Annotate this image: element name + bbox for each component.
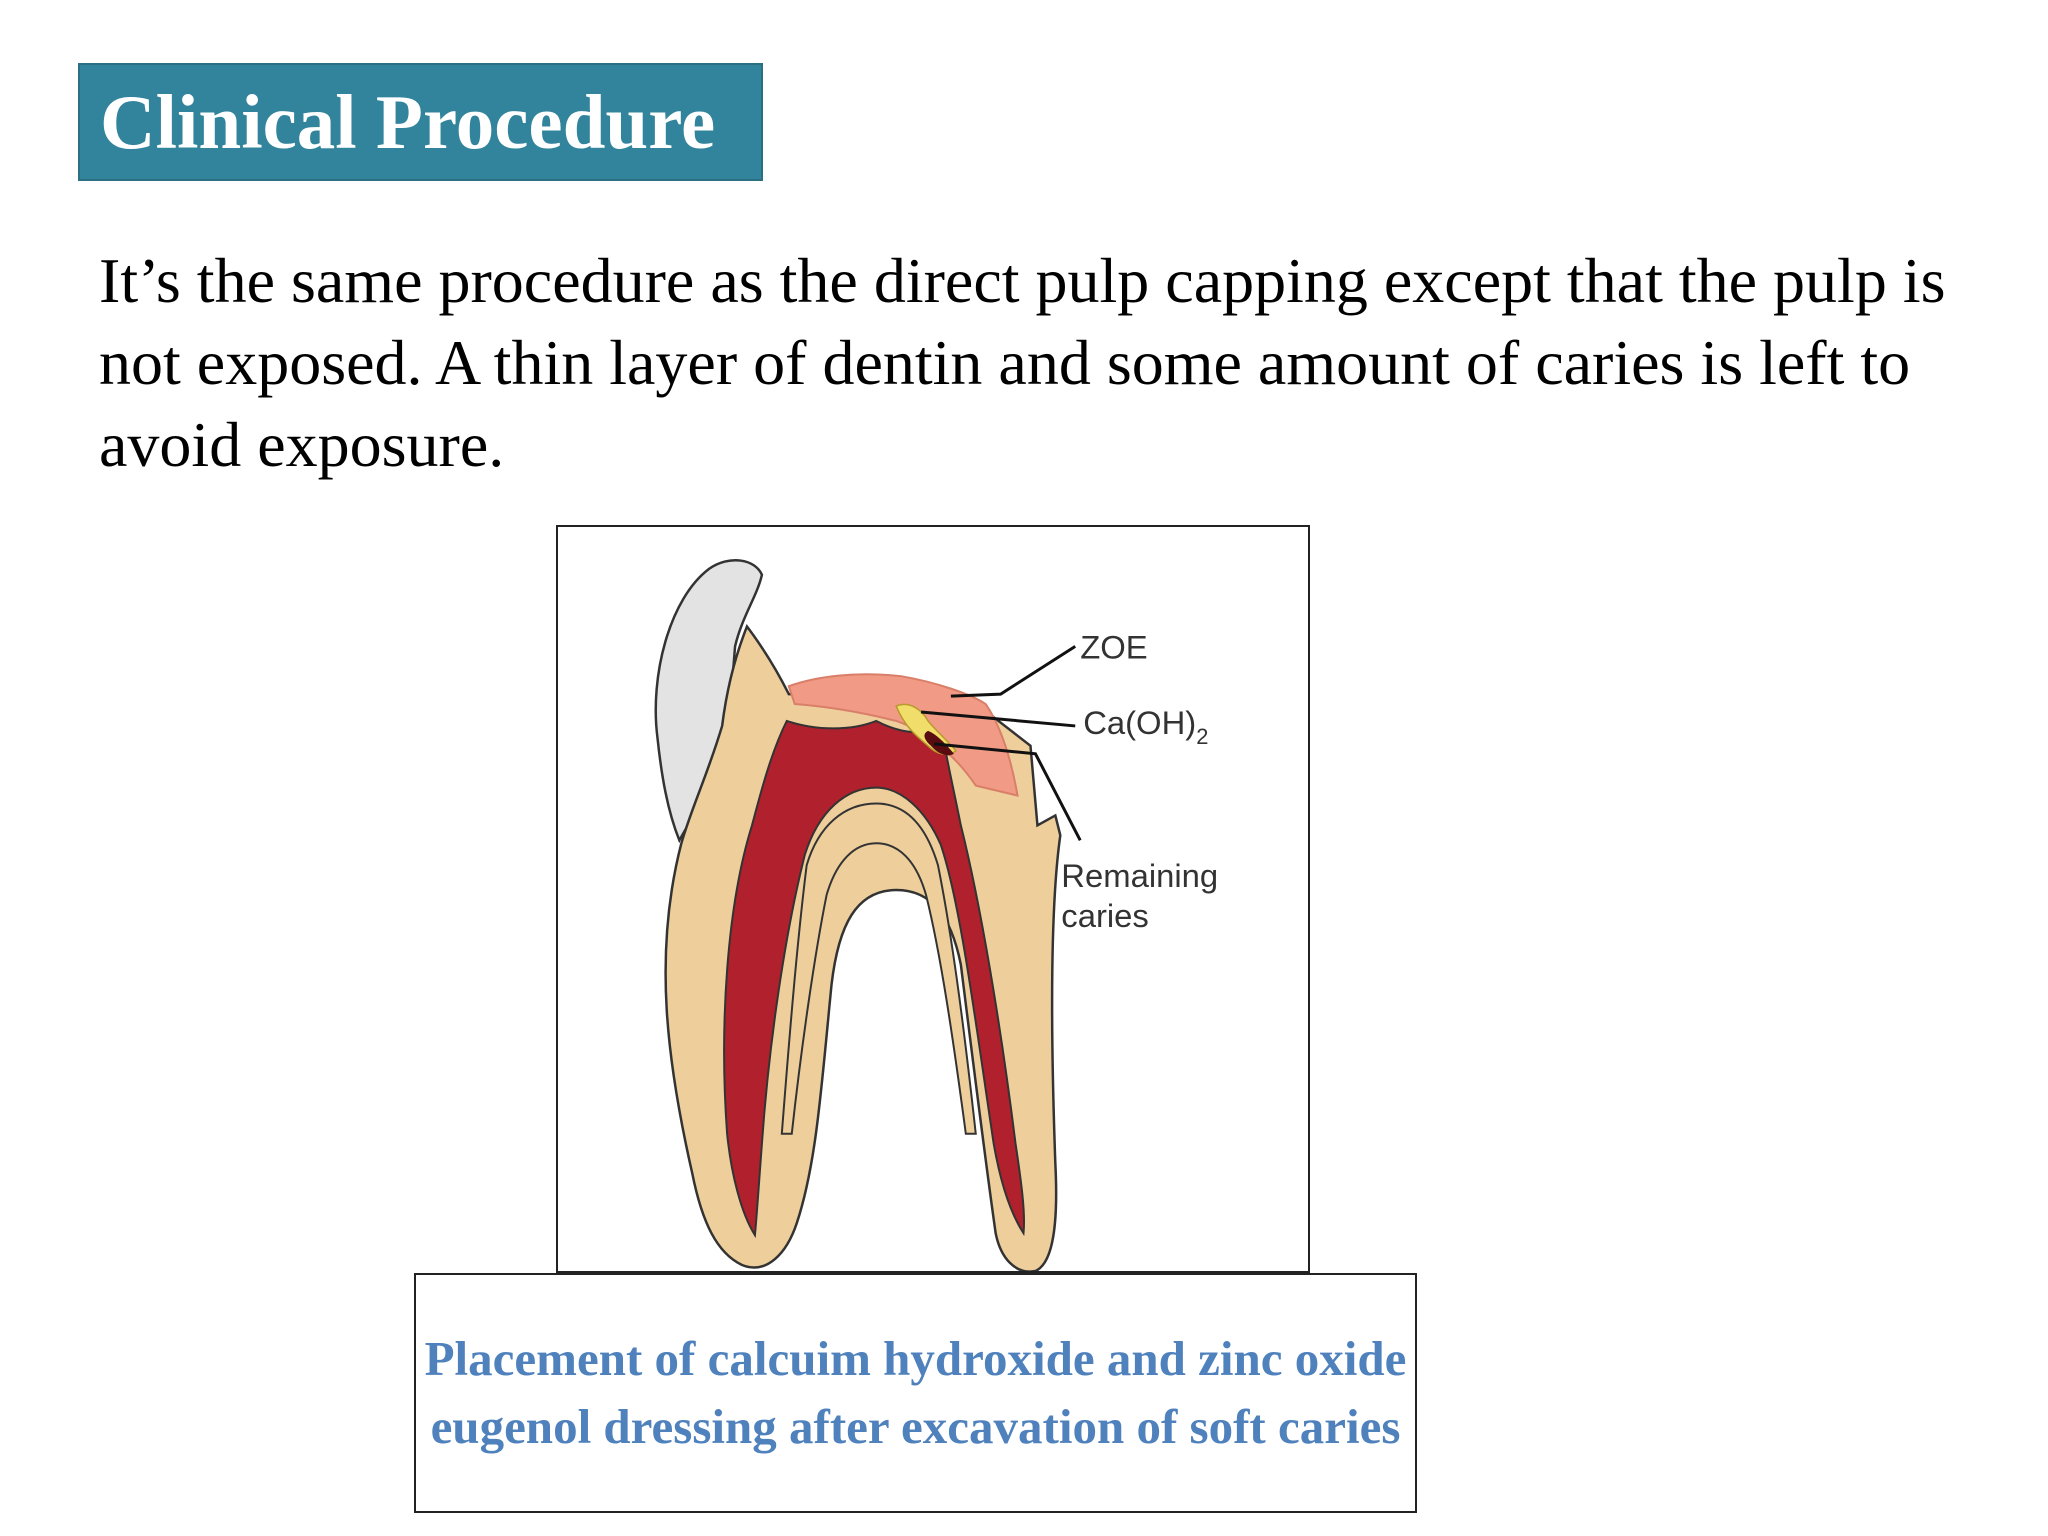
- slide-title: Clinical Procedure: [100, 78, 716, 165]
- body-paragraph: It’s the same procedure as the direct pulp capping except that the pulp is not exposed. A thin layer of dentin and some amount of caries is left to avoid exposure.: [99, 245, 1946, 480]
- caoh-label-main: Ca(OH): [1083, 703, 1197, 741]
- remaining-caries-label-line1: Remaining: [1061, 857, 1219, 895]
- caption-frame: [414, 1273, 1417, 1513]
- zoe-leader-line: [951, 646, 1075, 696]
- tooth-diagram: [558, 527, 1308, 1271]
- caoh-label: [1083, 704, 1208, 749]
- zoe-label: ZOE: [1080, 628, 1148, 666]
- caoh-label-subscript: 2: [1196, 723, 1209, 749]
- remaining-caries-label-line2: caries: [1061, 896, 1149, 934]
- title-banner: [78, 63, 763, 181]
- figure-caption: Placement of calcuim hydroxide and zinc oxide eugenol dressing after excavation of soft caries: [424, 1331, 1407, 1454]
- tooth-diagram-frame: [556, 525, 1310, 1273]
